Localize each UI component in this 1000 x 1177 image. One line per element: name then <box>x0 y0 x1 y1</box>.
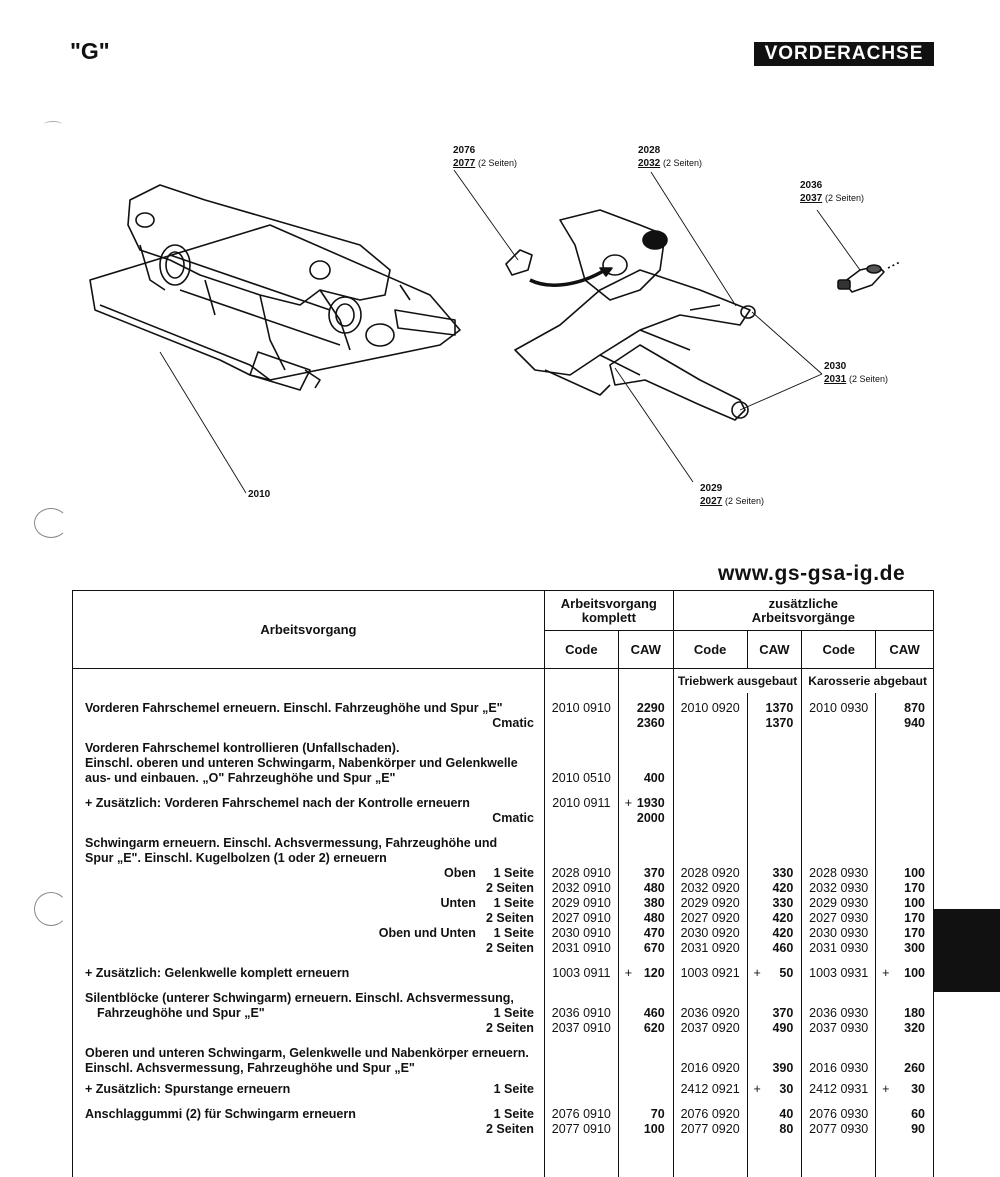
code-cell: 2028 0920 <box>680 866 740 880</box>
col-operation: Arbeitsvorgang <box>73 591 545 669</box>
code-cell: 2037 0930 <box>809 1021 869 1035</box>
ref-2036-2037 <box>800 180 864 205</box>
code-cell: 2412 0931 <box>809 1082 869 1096</box>
op-tierod-text: + Zusätzlich: Spurstange erneuern <box>85 1082 291 1096</box>
caw-cell: 100 <box>904 866 925 880</box>
code-cell: 2010 0510 <box>551 771 611 785</box>
label-lower: Unten <box>440 896 476 910</box>
col-caw-2: CAW <box>747 631 802 669</box>
op-subframe-replace-cmatic: Cmatic <box>492 716 534 730</box>
op-subframe-after-check: + Zusätzlich: Vorderen Fahrschemel nach der Kontrolle erneuern <box>85 796 470 810</box>
leader-lines <box>160 170 860 493</box>
front-subframe-drawing <box>90 185 460 390</box>
ref-2076: 2076 <box>453 145 476 156</box>
caw-cell: 420 <box>772 911 794 925</box>
label-side-1: 1 Seite <box>493 896 534 910</box>
col-code-2: Code <box>673 631 747 669</box>
label-upper-lower: Oben und Unten <box>378 926 476 940</box>
op-wishbone-upper-2 <box>85 881 534 896</box>
caw-cell: 170 <box>904 926 925 940</box>
page-code: "G" <box>70 38 110 64</box>
ref-2077-note: (2 Seiten) <box>478 158 518 168</box>
code-cell: 2037 0910 <box>551 1021 611 1035</box>
caw-cell: 940 <box>904 716 925 730</box>
op-wishbone-both-1 <box>85 926 534 941</box>
code-cell: 2028 0910 <box>551 866 611 880</box>
caw-cell: 2290 <box>636 701 665 715</box>
op-wishbone-l1: Schwingarm erneuern. Einschl. Achsvermessung, Fahrzeughöhe und <box>85 836 498 850</box>
label-side-1: 1 Seite <box>493 866 534 880</box>
label-side-2: 2 Seiten <box>486 1122 534 1136</box>
caw-cell: 330 <box>772 866 794 880</box>
ref-2029: 2029 <box>700 483 723 494</box>
col-additional-group-l2: Arbeitsvorgänge <box>751 609 855 625</box>
caw-cell: 260 <box>904 1061 925 1075</box>
register-tab <box>934 909 1000 992</box>
code-cell: 2029 0930 <box>809 896 869 910</box>
plus-sign: + <box>624 966 633 980</box>
ref-2036: 2036 <box>800 180 823 191</box>
labour-operations-table <box>72 590 934 1177</box>
op-wishbones-hub-l2: Einschl. Achsvermessung, Fahrzeughöhe und Spur „E" <box>85 1061 415 1075</box>
code-cell: 2030 0910 <box>551 926 611 940</box>
subheader-body-removed: Karosserie abgebaut <box>802 669 934 694</box>
caw-cell: 460 <box>772 941 794 955</box>
code-cell: 2031 0910 <box>551 941 611 955</box>
ref-2027-note: (2 Seiten) <box>725 496 765 506</box>
col-caw-1: CAW <box>618 631 673 669</box>
op-wishbone-l2: Spur „E". Einschl. Kugelbolzen (1 oder 2) erneuern <box>85 851 387 865</box>
ref-2027: 2027 <box>700 496 723 507</box>
caw-cell: 60 <box>911 1107 925 1121</box>
plus-sign: + <box>882 1082 890 1096</box>
code-cell: 2036 0910 <box>551 1006 611 1020</box>
caw-value: 100 <box>904 966 925 980</box>
code-cell: 1003 0921 <box>680 966 740 980</box>
caw-cell: 370 <box>772 1006 794 1020</box>
caw-cell: 400 <box>643 771 665 785</box>
op-subframe-replace: Vorderen Fahrschemel erneuern. Einschl. Fahrzeughöhe und Spur „E" <box>85 701 503 715</box>
edge-mark <box>44 121 62 127</box>
caw-cell-plus <box>876 966 925 981</box>
caw-cell: 300 <box>904 941 925 955</box>
code-cell: 2077 0920 <box>680 1122 740 1136</box>
code-cell: 2077 0910 <box>551 1122 611 1136</box>
caw-cell-plus <box>619 966 665 981</box>
ref-2032: 2032 <box>638 158 661 169</box>
op-wishbones-hub-l1: Oberen und unteren Schwingarm, Gelenkwelle und Nabenkörper erneuern. <box>85 1046 529 1060</box>
caw-body-removed <box>876 693 934 1177</box>
caw-cell: 390 <box>772 1061 794 1075</box>
op-silentblock-l2 <box>85 1006 534 1021</box>
code-cell: 2029 0920 <box>680 896 740 910</box>
code-cell: 2032 0920 <box>680 881 740 895</box>
ref-2032-note: (2 Seiten) <box>663 158 703 168</box>
code-cell: 2010 0920 <box>680 701 740 715</box>
caw-cell: 420 <box>772 881 794 895</box>
caw-cell: 100 <box>643 1122 665 1136</box>
label-side-2: 2 Seiten <box>486 881 534 895</box>
caw-cell: 1370 <box>765 716 794 730</box>
caw-cell: 490 <box>772 1021 794 1035</box>
col-complete-group <box>544 591 673 631</box>
code-cell: 2030 0920 <box>680 926 740 940</box>
op-driveshaft: + Zusätzlich: Gelenkwelle komplett erneuern <box>85 966 350 980</box>
caw-cell: 2360 <box>636 716 665 730</box>
op-wishbone-both-2 <box>85 941 534 956</box>
ref-2037-note: (2 Seiten) <box>825 193 865 203</box>
ref-2031: 2031 <box>824 374 847 385</box>
op-silentblock-l2-text: Fahrzeughöhe und Spur „E" <box>97 1006 265 1020</box>
col-code-1: Code <box>544 631 618 669</box>
code-cell: 2016 0930 <box>809 1061 869 1075</box>
section-title: VORDERACHSE <box>754 42 934 66</box>
ref-2029-2027 <box>700 483 764 508</box>
caw-cell: 80 <box>779 1122 794 1136</box>
ref-2028-2032 <box>638 145 702 170</box>
caw-cell: 1370 <box>765 701 794 715</box>
caw-value: 50 <box>779 966 794 980</box>
caw-cell: 460 <box>643 1006 665 1020</box>
caw-value: 1930 <box>636 796 665 810</box>
caw-drivetrain-removed <box>747 693 802 1177</box>
codes-drivetrain-removed <box>673 693 747 1177</box>
code-cell: 2037 0920 <box>680 1021 740 1035</box>
op-tierod <box>85 1082 534 1097</box>
codes-body-removed <box>802 693 876 1177</box>
code-cell: 1003 0911 <box>552 966 611 980</box>
caw-cell: 420 <box>772 926 794 940</box>
code-cell: 2412 0921 <box>680 1082 740 1096</box>
code-cell: 2032 0930 <box>809 881 869 895</box>
op-subframe-check-l1: Vorderen Fahrschemel kontrollieren (Unfallschaden). <box>85 741 400 755</box>
ref-2077: 2077 <box>453 158 476 169</box>
code-cell: 2031 0920 <box>680 941 740 955</box>
plus-sign: + <box>882 966 890 980</box>
caw-value: 120 <box>643 966 665 980</box>
op-stop-rubber-2 <box>85 1122 534 1137</box>
caw-cell: 480 <box>643 881 665 895</box>
caw-cell-plus <box>619 796 665 811</box>
code-cell: 2029 0910 <box>551 896 611 910</box>
ref-2010: 2010 <box>248 489 271 500</box>
subheader-blank <box>618 669 673 694</box>
code-cell: 2076 0920 <box>680 1107 740 1121</box>
label-side-1: 1 Seite <box>493 926 534 940</box>
col-caw-3: CAW <box>876 631 934 669</box>
caw-cell: 100 <box>904 896 925 910</box>
op-silentblock-l1: Silentblöcke (unterer Schwingarm) erneuern. Einschl. Achsvermessung, <box>85 991 514 1005</box>
punch-hole-bottom <box>34 892 68 926</box>
subheader-blank <box>73 669 545 694</box>
col-additional-group <box>673 591 933 631</box>
ref-2028: 2028 <box>638 145 661 156</box>
caw-cell: 170 <box>904 911 925 925</box>
caw-cell: 90 <box>911 1122 925 1136</box>
caw-cell: 670 <box>643 941 665 955</box>
label-side-2: 2 Seiten <box>486 911 534 925</box>
website-url: www.gs-gsa-ig.de <box>718 562 906 585</box>
code-cell: 2027 0920 <box>680 911 740 925</box>
ref-2030: 2030 <box>824 361 847 372</box>
plus-sign: + <box>753 1082 761 1096</box>
op-silentblock-l3 <box>85 1021 534 1036</box>
caw-value: 30 <box>911 1082 925 1096</box>
subheader-blank <box>544 669 618 694</box>
code-cell: 2016 0920 <box>680 1061 740 1075</box>
operation-descriptions <box>73 693 545 1177</box>
op-wishbone-lower-1 <box>85 896 534 911</box>
code-cell: 2010 0911 <box>552 796 611 810</box>
col-complete-group-l1: Arbeitsvorgang <box>560 595 657 611</box>
code-cell: 2076 0930 <box>809 1107 869 1121</box>
code-cell: 2036 0920 <box>680 1006 740 1020</box>
label-side-1: 1 Seite <box>493 1006 534 1020</box>
code-cell: 2031 0930 <box>809 941 869 955</box>
op-subframe-after-check-cmatic: Cmatic <box>492 811 534 825</box>
code-cell: 2030 0930 <box>809 926 869 940</box>
label-side-2: 2 Seiten <box>486 941 534 955</box>
ref-2037: 2037 <box>800 193 823 204</box>
label-side-2: 2 Seiten <box>486 1021 534 1035</box>
op-wishbone-upper-1 <box>85 866 534 881</box>
col-complete-group-l2: komplett <box>581 609 636 625</box>
caw-cell: 320 <box>904 1021 925 1035</box>
col-code-3: Code <box>802 631 876 669</box>
code-cell: 2028 0930 <box>809 866 869 880</box>
op-wishbone-lower-2 <box>85 911 534 926</box>
code-cell: 2076 0910 <box>551 1107 611 1121</box>
wishbone-drawing <box>515 210 755 420</box>
caw-cell: 370 <box>643 866 665 880</box>
caw-cell: 480 <box>643 911 665 925</box>
caw-value: 30 <box>779 1082 794 1096</box>
code-cell: 2027 0910 <box>551 911 611 925</box>
plus-sign: + <box>624 796 633 810</box>
code-cell: 2010 0930 <box>809 701 869 715</box>
codes-complete <box>544 693 618 1177</box>
label-side-1: 1 Seite <box>493 1082 534 1096</box>
caw-cell-plus <box>748 966 794 981</box>
ref-2030-2031 <box>824 361 888 386</box>
op-subframe-check-l2: Einschl. oberen und unteren Schwingarm, Nabenkörper und Gelenkwelle <box>85 756 518 770</box>
subheader-drivetrain-removed: Triebwerk ausgebaut <box>673 669 802 694</box>
label-upper: Oben <box>443 866 476 880</box>
code-cell: 2036 0930 <box>809 1006 869 1020</box>
caw-cell: 620 <box>643 1021 665 1035</box>
caw-cell: 380 <box>643 896 665 910</box>
caw-cell-plus <box>748 1082 794 1097</box>
caw-cell: 70 <box>650 1107 665 1121</box>
op-subframe-check-l3: aus- und einbauen. „O" Fahrzeughöhe und Spur „E" <box>85 771 396 785</box>
caw-cell: 2000 <box>636 811 665 825</box>
label-side-1: 1 Seite <box>493 1107 534 1121</box>
caw-cell: 170 <box>904 881 925 895</box>
caw-cell: 330 <box>772 896 794 910</box>
caw-cell: 40 <box>779 1107 794 1121</box>
code-cell: 2077 0930 <box>809 1122 869 1136</box>
col-additional-group-l1: zusätzliche <box>768 595 839 611</box>
caw-cell-plus <box>876 1082 925 1097</box>
plus-sign: + <box>753 966 761 980</box>
caw-cell: 180 <box>904 1006 925 1020</box>
silent-block-drawing <box>838 262 900 292</box>
caw-cell: 870 <box>904 701 925 715</box>
code-cell: 2032 0910 <box>551 881 611 895</box>
op-stop-rubber <box>85 1107 534 1122</box>
op-stop-rubber-text: Anschlaggummi (2) für Schwingarm erneuern <box>85 1107 356 1121</box>
code-cell: 1003 0931 <box>809 966 869 980</box>
code-cell: 2027 0930 <box>809 911 869 925</box>
ref-2031-note: (2 Seiten) <box>849 374 889 384</box>
ref-2076-2077 <box>453 145 517 170</box>
stop-rubber-drawing <box>506 231 667 285</box>
code-cell: 2010 0910 <box>551 701 611 715</box>
caw-cell: 470 <box>643 926 665 940</box>
caw-complete <box>618 693 673 1177</box>
